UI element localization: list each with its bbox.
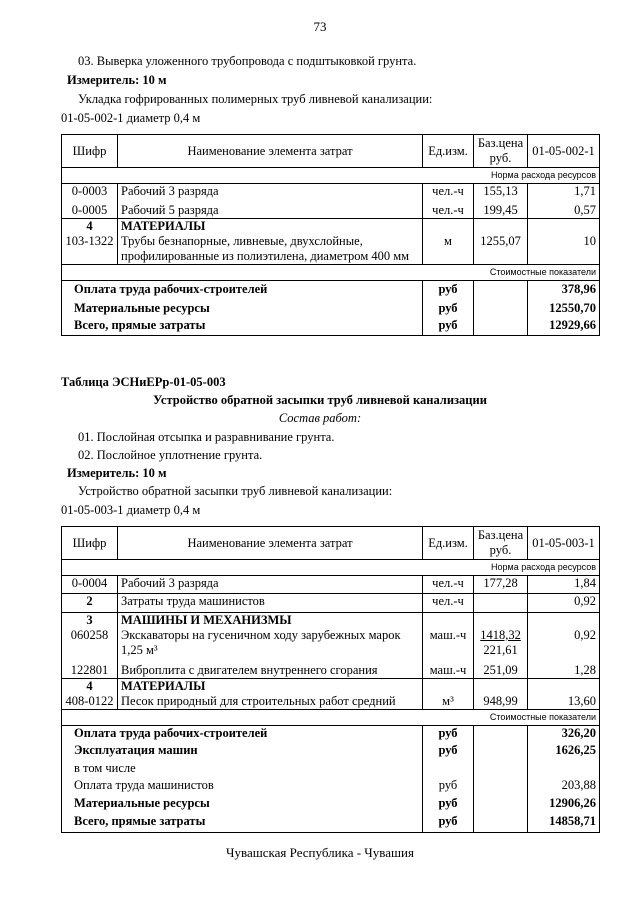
material-value: 10 <box>528 218 600 264</box>
header-unit: Ед.изм. <box>423 135 474 168</box>
total-row <box>62 743 600 761</box>
header-price: Баз.цена руб. <box>474 135 528 168</box>
row-unit: чел.-ч <box>423 576 474 594</box>
total-name: Всего, прямые затраты <box>62 317 423 335</box>
total-name: Материальные ресурсы <box>62 299 423 317</box>
row-value: 1,71 <box>528 184 600 200</box>
table-row <box>62 184 600 200</box>
page-footer: Чувашская Республика - Чувашия <box>226 845 414 860</box>
total-unit: руб <box>423 317 474 335</box>
row-value: 0,57 <box>528 199 600 218</box>
machine-name: Экскаваторы на гусеничном ходу зарубежных марок <box>121 628 401 642</box>
norm-label-row <box>62 168 600 184</box>
row-unit: чел.-ч <box>423 199 474 218</box>
materials-code: 4 <box>86 678 93 693</box>
row-unit: чел.-ч <box>423 184 474 200</box>
total-row <box>62 814 600 832</box>
table-row <box>62 594 600 613</box>
table-header <box>62 527 600 560</box>
total-name: Оплата труда рабочих-строителей <box>62 280 423 299</box>
work-item: 03. Выверка уложенного трубопровода с подштыковкой грунта. <box>78 54 417 68</box>
material-unit: м³ <box>423 678 474 709</box>
norm-label: Норма расхода ресурсов <box>62 168 600 184</box>
work-item: 01. Послойная отсыпка и разравнивание грунта. <box>78 430 335 444</box>
material-name: Трубы безнапорные, ливневые, двухслойные, профилированные из полиэтилена, диаметром 400 мм <box>121 233 410 263</box>
row-code: 0-0005 <box>62 199 118 218</box>
total-name: Оплата труда рабочих-строителей <box>62 725 423 743</box>
row-price <box>474 594 528 613</box>
work-item: 02. Послойное уплотнение грунта. <box>78 448 263 462</box>
total-value: 12550,70 <box>528 299 600 317</box>
header-name: Наименование элемента затрат <box>118 135 423 168</box>
total-unit: руб <box>423 814 474 832</box>
table-description: Устройство обратной засыпки труб ливневой канализации: <box>78 484 393 498</box>
row-code: 2 <box>62 594 118 613</box>
machine-price: 1418,32 <box>480 628 521 642</box>
table-title: Таблица ЭСНиЕРр-01-05-003 <box>61 375 226 389</box>
total-unit: руб <box>423 796 474 814</box>
row-name: Затраты труда машинистов <box>118 594 423 613</box>
norm-label-row <box>62 560 600 576</box>
machine-unit: маш.-ч <box>423 613 474 659</box>
row-code: 0-0004 <box>62 576 118 594</box>
total-unit: руб <box>423 280 474 299</box>
total-name: Всего, прямые затраты <box>62 814 423 832</box>
measure-label: Измеритель: 10 м <box>67 466 167 480</box>
material-value: 13,60 <box>528 678 600 709</box>
table-subtitle: Устройство обратной засыпки труб ливневой канализации <box>153 393 487 407</box>
total-row <box>62 778 600 796</box>
table-description: Укладка гофрированных полимерных труб ливневой канализации: <box>78 92 433 106</box>
cost-label-row <box>62 709 600 725</box>
total-row <box>62 317 600 335</box>
cost-label-row <box>62 264 600 280</box>
measure-label: Измеритель: 10 м <box>67 73 167 87</box>
total-name: Эксплуатация машин <box>62 743 423 761</box>
material-row <box>62 678 600 709</box>
total-row <box>62 299 600 317</box>
material-name: Песок природный для строительных работ средний <box>121 693 396 708</box>
total-unit: руб <box>423 778 474 796</box>
header-unit: Ед.изм. <box>423 527 474 560</box>
table-row <box>62 199 600 218</box>
total-value: 326,20 <box>528 725 600 743</box>
total-unit: руб <box>423 725 474 743</box>
total-row <box>62 761 600 778</box>
norms-table-1 <box>61 134 600 336</box>
table-header <box>62 135 600 168</box>
total-value: 378,96 <box>528 280 600 299</box>
row-unit: чел.-ч <box>423 594 474 613</box>
header-name: Наименование элемента затрат <box>118 527 423 560</box>
machine-capacity: 1,25 м³ <box>121 643 158 657</box>
group-code: 4 <box>86 218 93 233</box>
row-price: 155,13 <box>474 184 528 200</box>
row-name: Рабочий 3 разряда <box>118 184 423 200</box>
header-code: Шифр <box>62 135 118 168</box>
machine-unit: маш.-ч <box>423 658 474 678</box>
row-name: Рабочий 3 разряда <box>118 576 423 594</box>
machine-row <box>62 658 600 678</box>
material-code: 408-0122 <box>65 693 114 708</box>
header-price: Баз.цена руб. <box>474 527 528 560</box>
machine-price: 251,09 <box>474 658 528 678</box>
composition-label: Состав работ: <box>278 411 362 425</box>
total-value: 12929,66 <box>528 317 600 335</box>
row-value: 1,84 <box>528 576 600 594</box>
header-column-code: 01-05-003-1 <box>528 527 600 560</box>
machines-name: МАШИНЫ И МЕХАНИЗМЫ <box>121 613 292 627</box>
group-name: МАТЕРИАЛЫ <box>121 218 206 233</box>
machine-value: 1,28 <box>528 658 600 678</box>
header-code: Шифр <box>62 527 118 560</box>
total-row <box>62 725 600 743</box>
row-price: 199,45 <box>474 199 528 218</box>
total-name: Оплата труда машинистов <box>62 778 423 796</box>
machines-code: 3 <box>86 613 93 627</box>
row-value: 0,92 <box>528 594 600 613</box>
total-value: 14858,71 <box>528 814 600 832</box>
machine-code: 060258 <box>70 628 109 642</box>
page-number: 73 <box>313 19 327 34</box>
total-name: Материальные ресурсы <box>62 796 423 814</box>
machine-value: 0,92 <box>528 613 600 659</box>
code-line: 01-05-003-1 диаметр 0,4 м <box>61 503 201 517</box>
row-price: 177,28 <box>474 576 528 594</box>
total-name: в том числе <box>62 761 423 778</box>
row-name: Рабочий 5 разряда <box>118 199 423 218</box>
cost-label: Стоимостные показатели <box>62 264 600 280</box>
header-column-code: 01-05-002-1 <box>528 135 600 168</box>
total-unit: руб <box>423 743 474 761</box>
material-price: 1255,07 <box>474 218 528 264</box>
code-line: 01-05-002-1 диаметр 0,4 м <box>61 111 201 125</box>
material-code: 103-1322 <box>65 233 114 248</box>
total-value: 12906,26 <box>528 796 600 814</box>
total-value <box>528 761 600 778</box>
norms-table-2 <box>61 526 600 833</box>
total-unit <box>423 761 474 778</box>
material-price: 948,99 <box>474 678 528 709</box>
cost-label: Стоимостные показатели <box>62 709 600 725</box>
table-row <box>62 576 600 594</box>
machine-name: Виброплита с двигателем внутреннего сгорания <box>118 658 423 678</box>
material-unit: м <box>423 218 474 264</box>
materials-name: МАТЕРИАЛЫ <box>121 678 206 693</box>
material-row <box>62 218 600 264</box>
norm-label: Норма расхода ресурсов <box>62 560 600 576</box>
machine-code: 122801 <box>62 658 118 678</box>
machine-price-labor: 221,61 <box>483 643 518 657</box>
total-row <box>62 280 600 299</box>
total-unit: руб <box>423 299 474 317</box>
total-value: 1626,25 <box>528 743 600 761</box>
machine-row <box>62 613 600 659</box>
row-code: 0-0003 <box>62 184 118 200</box>
total-row <box>62 796 600 814</box>
total-value: 203,88 <box>528 778 600 796</box>
